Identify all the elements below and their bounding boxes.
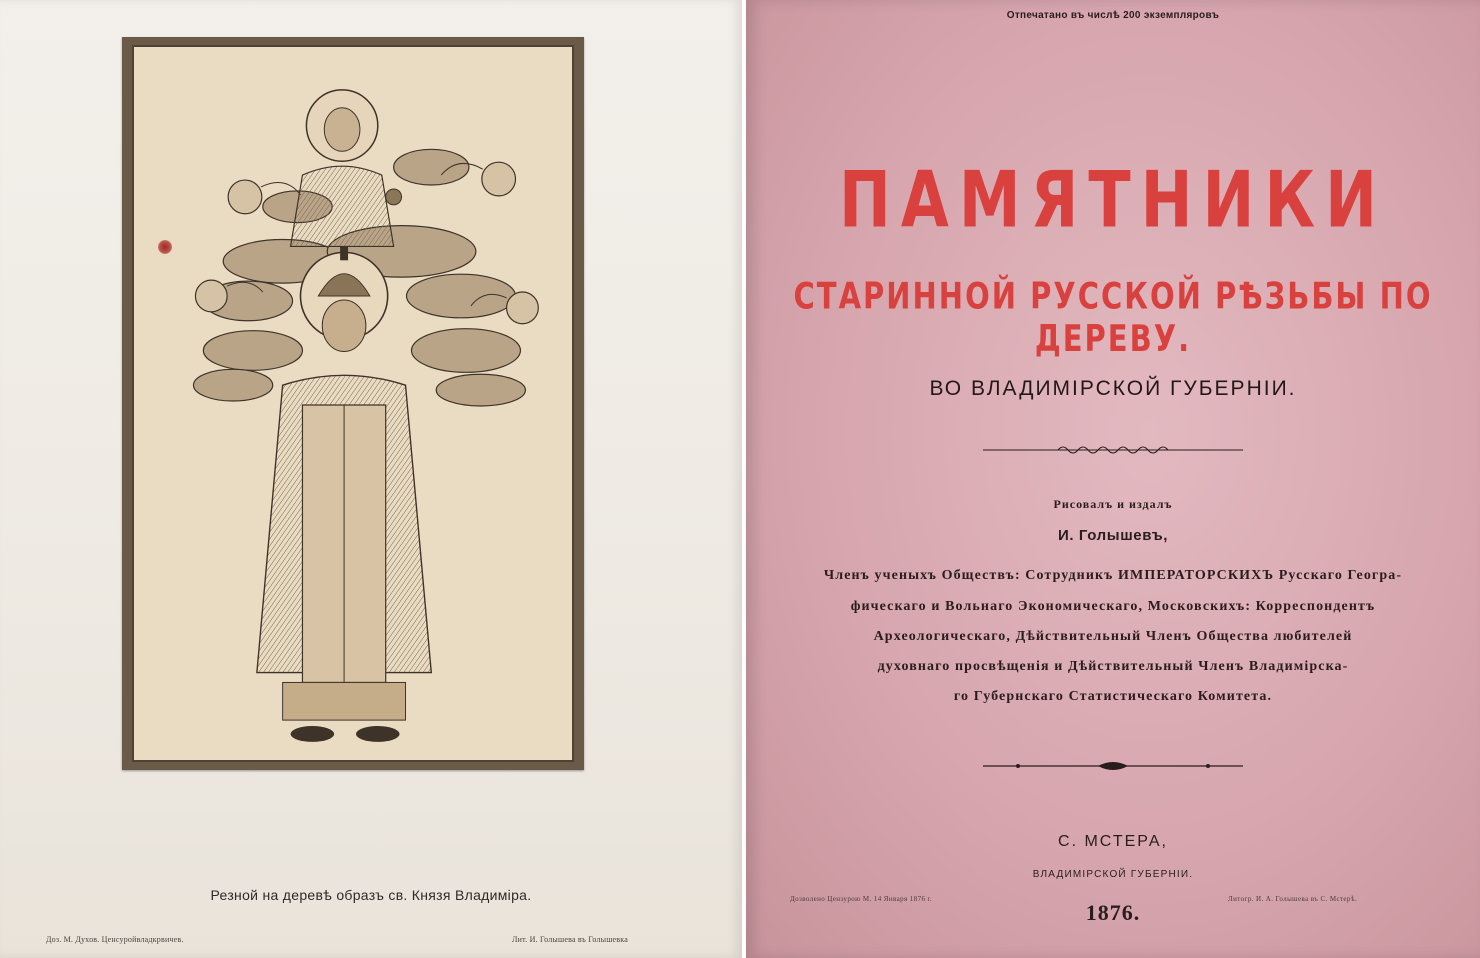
title-page <box>746 0 1480 958</box>
ink-stain <box>158 240 172 254</box>
author-credit: Рисовалъ и издалъ <box>1053 497 1173 511</box>
publication-place: С. МСТЕРА, <box>1058 833 1168 850</box>
censor-imprint: Доз. М. Духов. Ценсуройвладкрвичев. <box>46 935 184 944</box>
book-region: ВО ВЛАДИМІРСКОЙ ГУБЕРНІИ. <box>929 377 1297 400</box>
censor-note: Дозволено Цензурою М. 14 Января 1876 г. <box>790 895 933 903</box>
christ-figure <box>291 90 402 247</box>
publication-year: 1876. <box>1085 900 1141 925</box>
credentials-line: го Губернскаго Статистическаго Комитета. <box>953 689 1273 704</box>
author-name: И. Голышевъ, <box>1058 527 1168 544</box>
vladimir-figure <box>257 246 431 741</box>
credentials-line: духовнаго просвѣщенія и Дѣйствительный Членъ Владимірска- <box>877 659 1349 674</box>
credentials-line: фическаго и Вольнаго Экономическаго, Московскихъ: Корреспондентъ <box>850 599 1376 614</box>
credentials-line: Археологическаго, Дѣйствительный Членъ Общества любителей <box>873 629 1353 644</box>
printer-note: Литогр. И. А. Голышева въ С. Мстерѣ. <box>1228 895 1358 903</box>
publication-region: ВЛАДИМІРСКОЙ ГУБЕРНІИ. <box>1032 869 1194 880</box>
engraving-frame <box>122 37 584 770</box>
flourish-divider-icon <box>978 444 1248 456</box>
credentials-line: Членъ ученыхъ Обществъ: Сотрудникъ ИМПЕРАТОРСКИХЪ Русскаго Геогра- <box>823 568 1403 583</box>
engraving-plate <box>132 45 574 762</box>
edition-note: Отпечатано въ числѣ 200 экземпляровъ <box>1006 10 1220 21</box>
book-title: ПАМЯТНИКИ <box>839 153 1387 246</box>
icon-engraving <box>134 47 572 760</box>
plate-caption: Резной на деревѣ образъ св. Князя Владиміра. <box>210 887 532 903</box>
ornament-divider-icon <box>978 760 1248 772</box>
lithographer-imprint: Лит. И. Голышева въ Голышевка <box>512 935 628 944</box>
book-subtitle: СТАРИННОЙ РУССКОЙ РѢЗЬБЫ ПО ДЕРЕВУ. <box>793 274 1433 360</box>
